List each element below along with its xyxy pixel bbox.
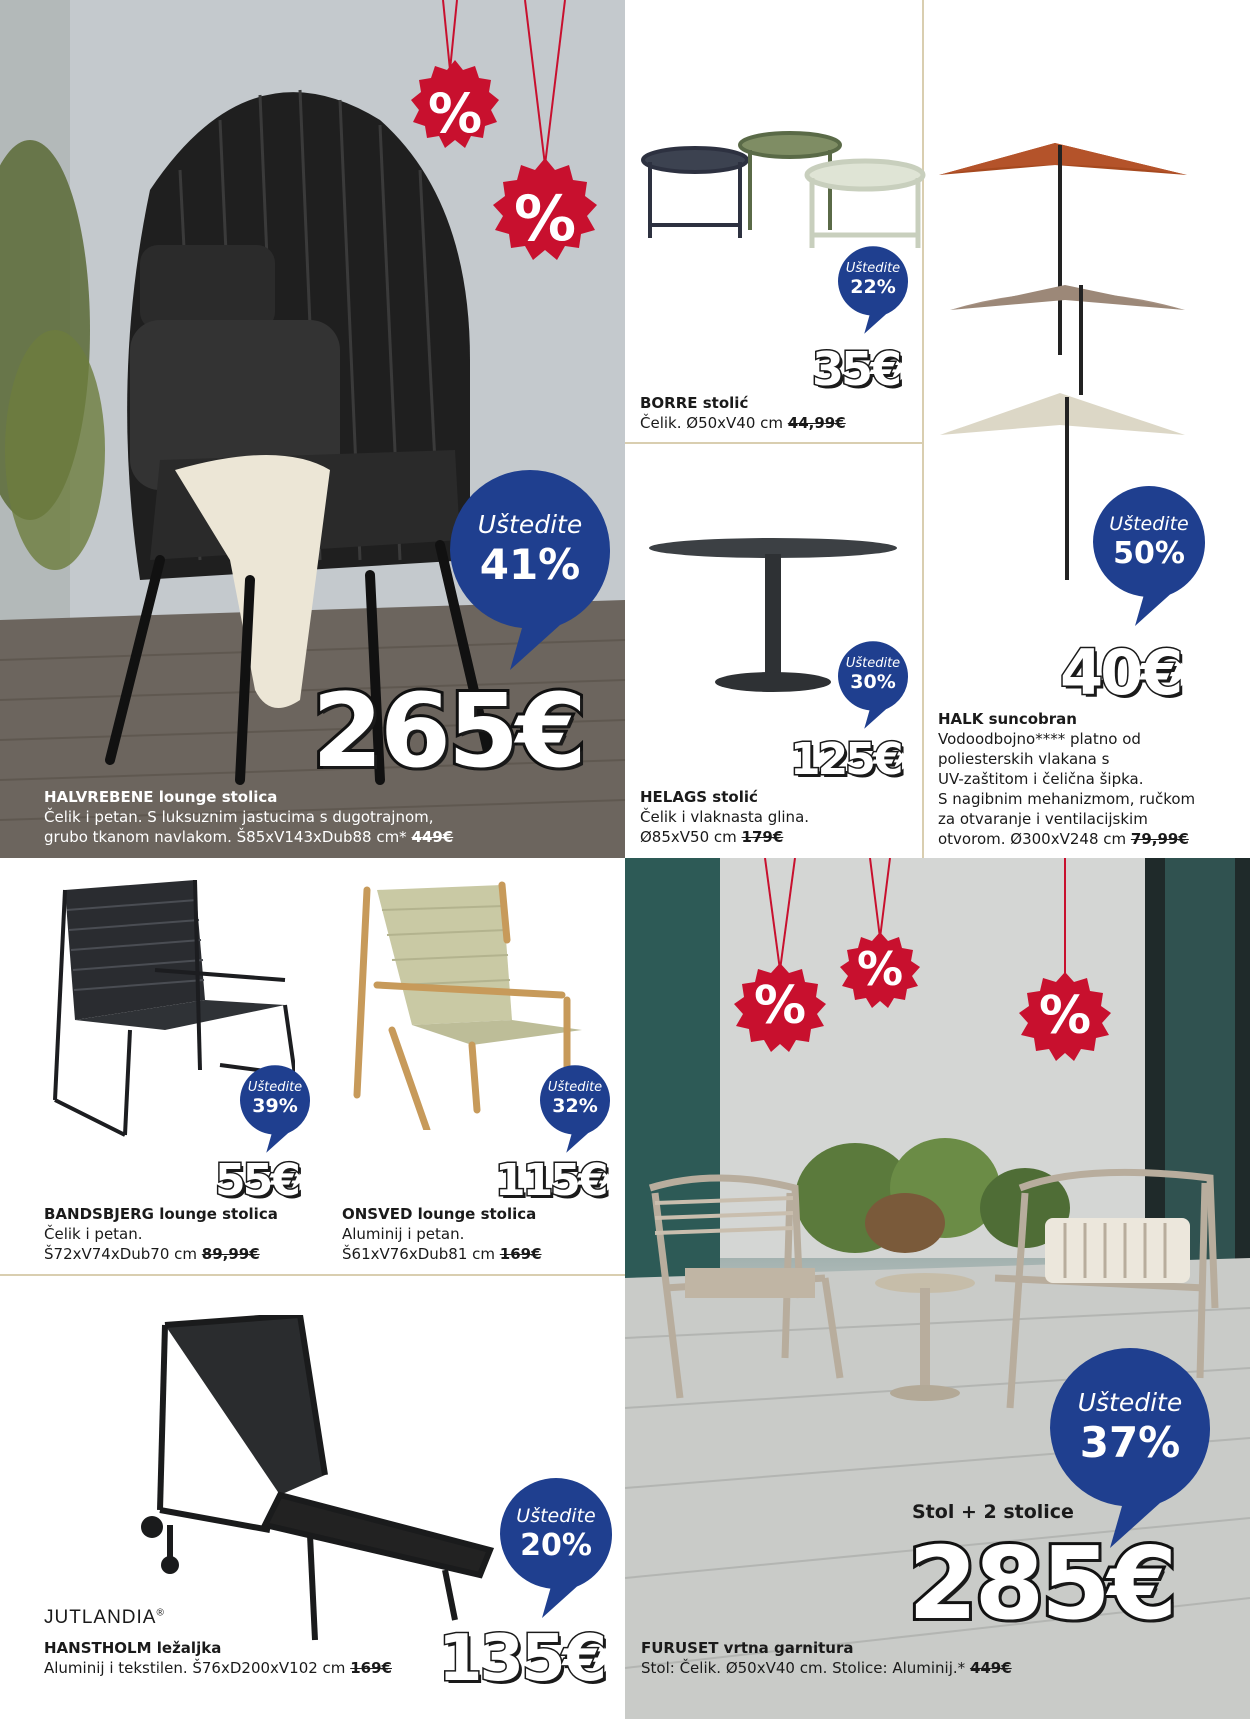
save-label: Uštedite	[477, 510, 583, 539]
product-name: ONSVED lounge stolica	[342, 1205, 537, 1223]
discount-percent: 22%	[850, 276, 896, 298]
tag-percent: %	[427, 82, 483, 145]
product-desc: Aluminij i tekstilen. Š76xD200xV102 cm	[44, 1659, 346, 1677]
product-caption	[44, 1638, 392, 1678]
old-price: 449€	[969, 1659, 1012, 1677]
product-name: HELAGS stolić	[640, 788, 758, 806]
product-price: 285€	[908, 1525, 1175, 1642]
discount-percent: 20%	[520, 1528, 592, 1563]
hanstholm-image	[140, 1315, 500, 1645]
product-name: HALVREBENE lounge stolica	[44, 788, 278, 806]
old-price: 179€	[741, 828, 784, 846]
divider	[0, 1274, 625, 1276]
save-label: Uštedite	[247, 1080, 303, 1095]
product-price: 265€	[312, 672, 584, 791]
product-desc: Aluminij i petan.	[342, 1225, 465, 1243]
old-price: 169€	[350, 1659, 392, 1677]
brand-mark: ®	[156, 1607, 165, 1619]
tag-percent: %	[513, 182, 577, 255]
discount-badge	[1093, 486, 1205, 626]
product-desc: Ø85xV50 cm	[640, 828, 737, 846]
save-label: Uštedite	[845, 656, 901, 671]
divider	[625, 442, 923, 444]
set-label: Stol + 2 stolice	[912, 1501, 1074, 1523]
product-desc: S nagibnim mehanizmom, ručkom	[938, 790, 1196, 808]
product-desc: Š61xV76xDub81 cm	[342, 1245, 496, 1263]
product-desc: Š72xV74xDub70 cm	[44, 1245, 198, 1263]
old-price: 44,99€	[787, 414, 846, 432]
discount-badge	[540, 1064, 610, 1154]
product-name: FURUSET vrtna garnitura	[641, 1639, 854, 1657]
discount-badge	[838, 640, 908, 730]
product-name: HALK suncobran	[938, 710, 1077, 728]
product-name: HANSTHOLM ležaljka	[44, 1639, 222, 1657]
discount-tag	[835, 858, 925, 1038]
discount-tag	[730, 858, 830, 1088]
discount-badge	[1050, 1348, 1210, 1548]
discount-badge	[450, 470, 610, 670]
borre-image	[640, 130, 930, 250]
divider	[922, 0, 924, 858]
save-label: Uštedite	[845, 261, 901, 276]
product-desc: UV-zaštitom i čelična šipka.	[938, 770, 1144, 788]
product-name: BANDSBJERG lounge stolica	[44, 1205, 278, 1223]
product-desc: za otvaranje i ventilacijskim	[938, 810, 1148, 828]
discount-tag	[1010, 858, 1120, 1098]
product-desc: grubo tkanom navlakom. Š85xV143xDub88 cm*	[44, 828, 407, 846]
product-price: 40€	[1060, 636, 1181, 709]
product-desc: Čelik i petan.	[44, 1225, 143, 1243]
tag-percent: %	[1038, 986, 1092, 1046]
discount-percent: 50%	[1113, 536, 1185, 571]
tag-percent: %	[753, 976, 807, 1036]
halvrebene-panel	[0, 0, 625, 858]
brand-name: JUTLANDIA	[44, 1607, 157, 1628]
furuset-panel	[625, 858, 1250, 1719]
discount-tag	[475, 0, 615, 300]
product-price: 55€	[215, 1155, 298, 1206]
brand-logo	[44, 1607, 165, 1629]
save-label: Uštedite	[1109, 513, 1189, 535]
product-caption	[342, 1204, 542, 1264]
product-caption	[44, 1204, 278, 1264]
product-desc: Čelik i petan. S luksuznim jastucima s dugotrajnom,	[44, 808, 434, 826]
product-price: 135€	[438, 1622, 605, 1696]
old-price: 89,99€	[201, 1245, 260, 1263]
discount-percent: 39%	[252, 1095, 298, 1117]
product-desc: Čelik i vlaknasta glina.	[640, 808, 810, 826]
product-caption	[938, 709, 1195, 849]
product-caption	[44, 787, 453, 847]
product-desc: poliesterskih vlakana s	[938, 750, 1110, 768]
discount-badge	[838, 245, 908, 335]
discount-percent: 41%	[479, 540, 581, 589]
product-price: 125€	[790, 734, 901, 785]
product-price: 35€	[812, 342, 900, 396]
product-desc: otvorom. Ø300xV248 cm	[938, 830, 1127, 848]
discount-percent: 37%	[1079, 1418, 1181, 1467]
product-name: BORRE stolić	[640, 394, 749, 412]
save-label: Uštedite	[516, 1505, 596, 1527]
tag-percent: %	[856, 942, 904, 996]
product-desc: Čelik. Ø50xV40 cm	[640, 414, 784, 432]
save-label: Uštedite	[1077, 1388, 1183, 1417]
discount-percent: 32%	[552, 1095, 598, 1117]
discount-badge	[240, 1064, 310, 1154]
product-caption	[641, 1638, 1012, 1678]
old-price: 79,99€	[1130, 830, 1189, 848]
old-price: 449€	[411, 828, 454, 846]
product-caption	[640, 787, 809, 847]
product-desc: Vodoodbojno**** platno od	[938, 730, 1141, 748]
discount-badge	[500, 1478, 612, 1618]
discount-percent: 30%	[850, 671, 896, 693]
old-price: 169€	[499, 1245, 542, 1263]
product-desc: Stol: Čelik. Ø50xV40 cm. Stolice: Aluminij.*	[641, 1659, 966, 1677]
product-price: 115€	[495, 1155, 606, 1206]
product-caption	[640, 393, 846, 433]
save-label: Uštedite	[547, 1080, 603, 1095]
